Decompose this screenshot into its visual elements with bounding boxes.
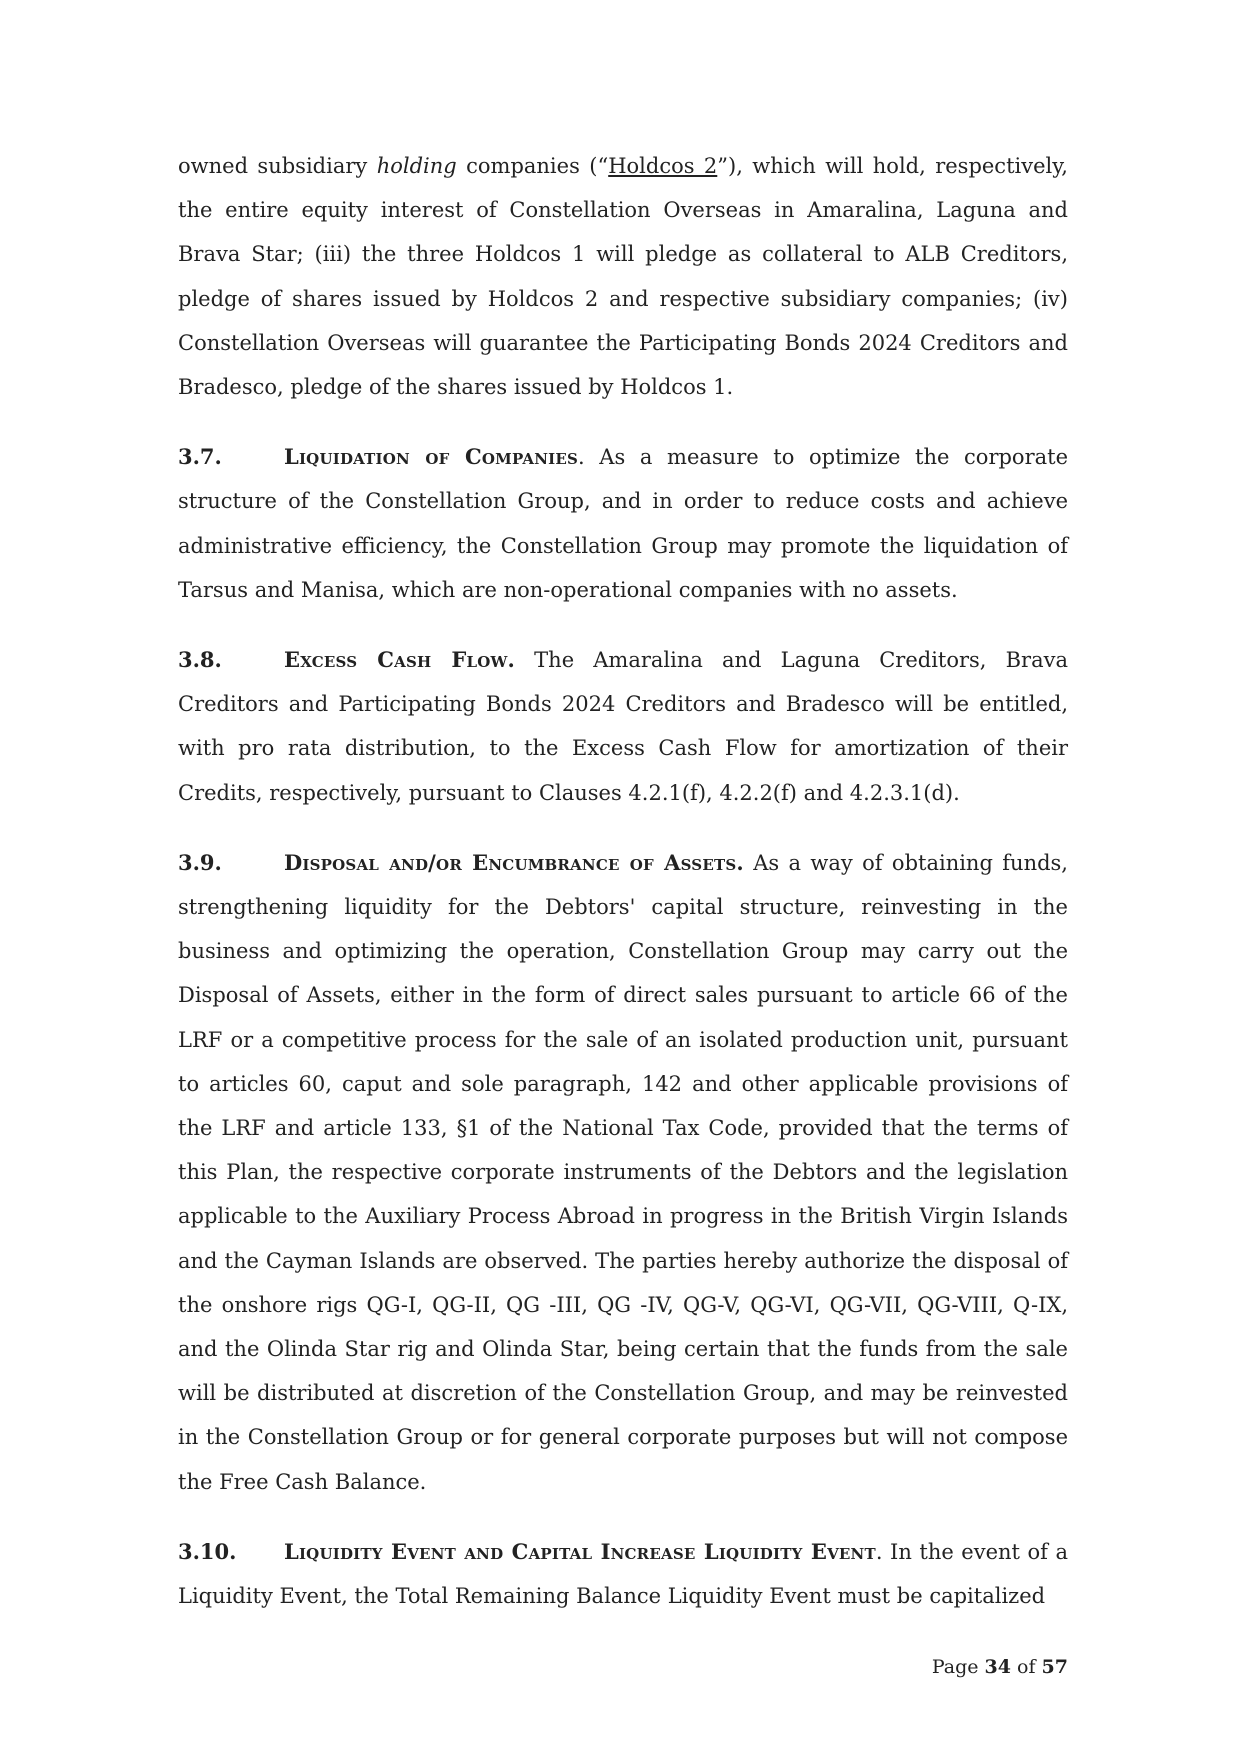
clause-number: 3.8. — [178, 647, 222, 673]
clause-number: 3.9. — [178, 849, 222, 875]
clause-number: 3.7. — [178, 444, 222, 470]
clause-text: As a way of obtaining funds, strengthening liquidity for the Debtors' capital structure, reinvesting in the business and optimizing the operation, Constellation Group may carry out the Disposal of Assets, either in the form of direct sales pursuant to article 66 of the LRF or a competitive process for the sale of an isolated production unit, pursuant to articles 60, caput and sole paragraph, 142 and other applicable provisions of the LRF and article 133, §1 of the National Tax Code, provided that the terms of this Plan, the respective corporate instruments of the Debtors and the legislation applicable to the Auxiliary Process Abroad in progress in the British Virgin Islands and the Cayman Islands are observed. The parties hereby authorize the disposal of the onshore rigs QG-I, QG-II, QG -III, QG -IV, QG-V, QG-VI, QG-VII, QG-VIII, Q-IX, and the Olinda Star rig and Olinda Star, being certain that the funds from the sale will be distributed at discretion of the Constellation Group, and may be reinvested in the Constellation Group or for general corporate purposes but will not compose the Free Cash Balance. — [178, 850, 1068, 1494]
page-label: Page — [931, 1656, 985, 1678]
intro-text-3: ”), which will hold, respectively, the entire equity interest of Constellation Overseas in Amaralina, Laguna and Brava Star; (iii) the three Holdcos 1 will pledge as collateral to ALB Creditors, pledge of shares issued by Holdcos 2 and respective subsidiary companies; (iv) Constellation Overseas will guarantee the Participating Bonds 2024 Creditors and Bradesco, pledge of the shares issued by Holdcos 1. — [178, 154, 1068, 400]
clause-3-7 — [178, 435, 1068, 612]
page-number-footer — [932, 1656, 1068, 1678]
clause-3-8 — [178, 638, 1068, 815]
clause-number: 3.10. — [178, 1538, 237, 1564]
intro-paragraph — [178, 144, 1068, 409]
page-of-label: of — [1010, 1656, 1042, 1678]
clause-3-10 — [178, 1530, 1068, 1618]
intro-italic-holding: holding — [376, 154, 457, 178]
document-page — [178, 144, 1068, 1618]
current-page-number: 34 — [984, 1656, 1011, 1678]
clause-heading: Liquidation of Companies — [284, 444, 578, 470]
clause-3-9 — [178, 841, 1068, 1504]
intro-text-1: owned subsidiary — [178, 154, 377, 178]
total-page-count: 57 — [1041, 1656, 1068, 1678]
defined-term-holdcos-2: Holdcos 2 — [608, 154, 718, 178]
intro-text-2: companies (“ — [456, 154, 609, 178]
clause-heading: Disposal and/or Encumbrance of Assets. — [284, 849, 744, 875]
clause-text: . In the event of a Liquidity Event, the Total Remaining Balance Liquidity Event must be capitalized — [178, 1539, 1068, 1609]
clause-heading: Excess Cash Flow. — [284, 647, 516, 673]
clause-heading: Liquidity Event and Capital Increase Liquidity Event — [284, 1538, 876, 1564]
clause-text: . As a measure to optimize the corporate structure of the Constellation Group, and in order to reduce costs and achieve administrative efficiency, the Constellation Group may promote the liquidation of Tarsus and Manisa, which are non-operational companies with no assets. — [178, 445, 1068, 602]
clause-text: The Amaralina and Laguna Creditors, Brava Creditors and Participating Bonds 2024 Creditors and Bradesco will be entitled, with pro rata distribution, to the Excess Cash Flow for amortization of their Credits, respectively, pursuant to Clauses 4.2.1(f), 4.2.2(f) and 4.2.3.1(d). — [178, 648, 1068, 805]
